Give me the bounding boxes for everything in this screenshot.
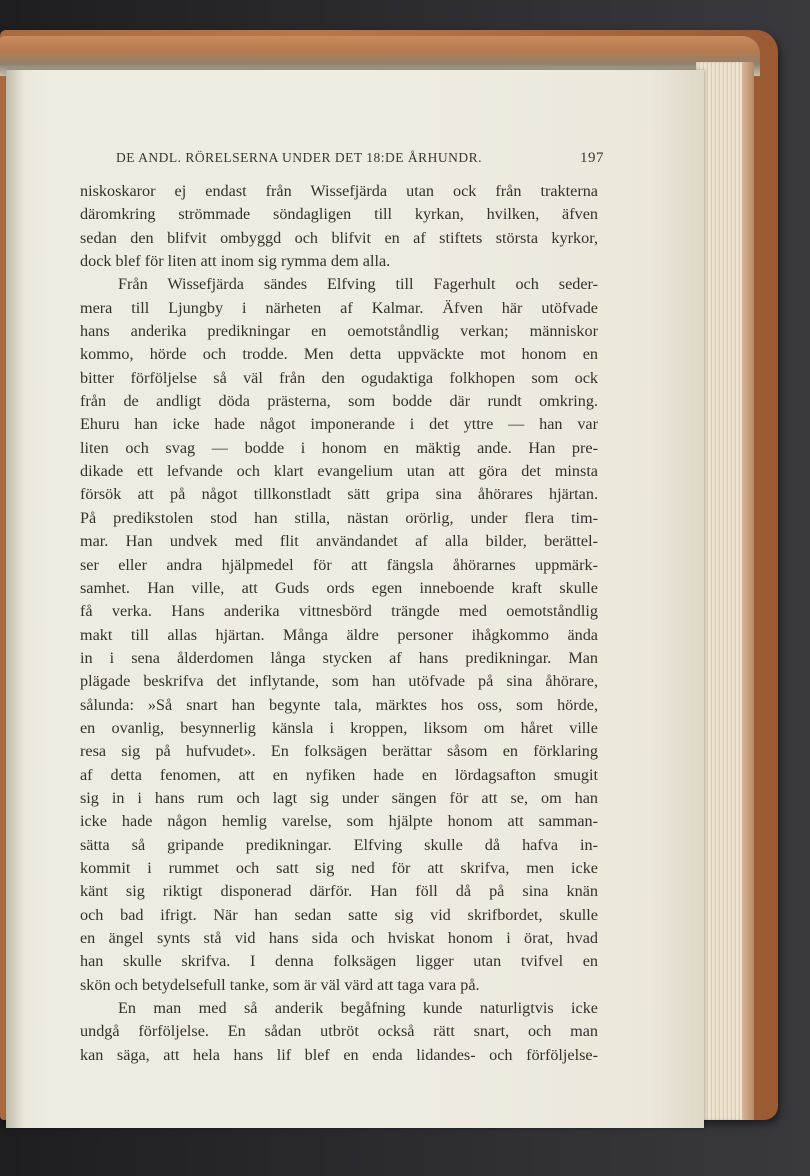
text-line: samhet. Han ville, att Guds ords egen inneboende kraft skulle (80, 578, 598, 597)
text-line: bitter förföljelse så väl från den ogudaktiga folkhopen som ock (80, 368, 598, 387)
text-line: ser eller andra hjälpmedel för att fängsla åhörarnes uppmärk- (80, 555, 598, 574)
running-header (116, 150, 604, 166)
text-line: han skulle skrifva. I denna folksägen ligger utan tvifvel en (80, 952, 598, 971)
text-line: hans anderika predikningar en oemotståndlig verkan; människor (80, 322, 598, 341)
text-line: från de andligt döda prästerna, som bodde där rundt omkring. (80, 392, 598, 411)
text-line: känt sig riktigt disponerad därför. Han föll då på sina knän (80, 882, 598, 901)
text-line: resa sig på hufvudet». En folksägen berättar såsom en förklaring (80, 742, 598, 761)
running-title: DE ANDL. RÖRELSERNA UNDER DET 18:DE ÅRHUNDR. (116, 150, 483, 165)
text-line: få verka. Hans anderika vittnesbörd trängde med oemotståndlig (80, 602, 598, 621)
text-line: sedan den blifvit ombyggd och blifvit en af stiftets största kyrkor, (80, 228, 598, 247)
text-line: sig in i hans rum och lagt sig under sängen för att se, om han (80, 788, 598, 807)
text-line: plägade beskrifva det inflytande, som han utöfvade på sina åhörare, (80, 672, 598, 691)
text-line: af detta fenomen, att en nyfiken hade en lördagsafton smugit (80, 765, 598, 784)
text-line: kommit i rummet och satt sig ned för att skrifva, men icke (80, 858, 598, 877)
text-line: skön och betydelsefull tanke, som är väl värd att taga vara på. (80, 975, 480, 994)
text-line: liten och svag — bodde i honom en mäktig ande. Han pre- (80, 438, 598, 457)
text-line: och bad ifrigt. När han sedan satte sig vid skrifbordet, skulle (80, 905, 598, 924)
text-line: mera till Ljungby i närheten af Kalmar. Äfven här utöfvade (80, 298, 598, 317)
text-line: Från Wissefjärda sändes Elfving till Fagerhult och seder- (118, 275, 598, 294)
text-line: På predikstolen stod han stilla, nästan orörlig, under flera tim- (80, 508, 598, 527)
text-line: en ovanlig, besynnerlig känsla i kroppen, liksom om håret ville (80, 718, 598, 737)
text-line: sålunda: »Så snart han begynte tala, märktes hos oss, som hörde, (80, 695, 598, 714)
text-line: Ehuru han icke hade något imponerande i det yttre — han var (80, 415, 598, 434)
text-line: försök att på något tillkonstladt sätt gripa sina åhörares hjärtan. (80, 485, 598, 504)
gutter-shadow (6, 70, 24, 1128)
text-line: en ängel synts stå vid hans sida och hviskat honom i örat, hvad (80, 929, 598, 947)
text-line: icke hade någon hemlig varelse, som hjälpte honom att samman- (80, 812, 598, 831)
text-line: mar. Han undvek med flit användandet af alla bilder, berättel- (80, 532, 598, 551)
text-line: sätta så gripande predikningar. Elfving skulle då hafva in- (80, 835, 598, 854)
text-line: undgå förföljelse. En sådan utbröt också rätt snart, och man (80, 1022, 598, 1041)
text-line: En man med så anderik begåfning kunde naturligtvis icke (118, 999, 598, 1018)
text-line: dock blef för liten att inom sig rymma dem alla. (80, 252, 391, 271)
text-line: dikade ett lefvande och klart evangelium utan att göra det minsta (80, 462, 598, 481)
text-line: in i sena ålderdomen långa stycken af hans predikningar. Man (80, 648, 598, 667)
text-line: däromkring strömmade söndagligen till kyrkan, hvilken, äfven (80, 205, 598, 224)
page-number: 197 (580, 150, 604, 166)
text-line: kommo, hörde och trodde. Men detta uppväckte mot honom en (80, 345, 598, 364)
text-line: niskoskaror ej endast från Wissefjärda utan ock från trakterna (80, 182, 598, 200)
body-text (80, 180, 598, 1067)
text-line: makt till allas hjärtan. Många äldre personer ihågkommo ända (80, 625, 598, 644)
text-line: kan säga, att hela hans lif blef en enda lidandes- och förföljelse- (80, 1045, 598, 1064)
